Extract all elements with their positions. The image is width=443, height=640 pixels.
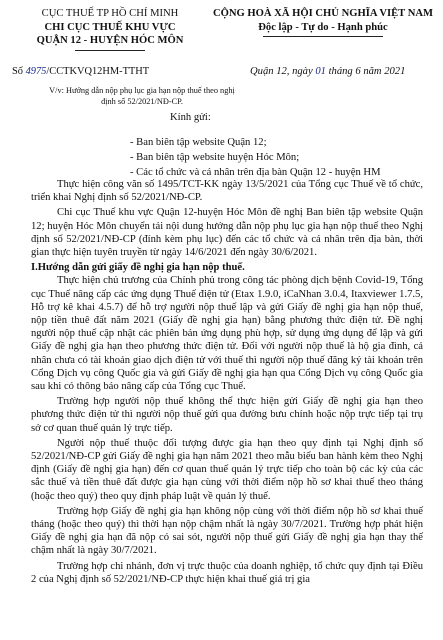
recipient-item: - Ban biên tập website huyện Hóc Môn; (130, 152, 300, 163)
section-heading: I.Hướng dẫn gửi giấy đề nghị gia hạn nộp thuế. (31, 262, 245, 274)
body-paragraph: Trường hợp người nộp thuế không thể thực hiện gửi Giấy đề nghị gia hạn theo phương thức điện tử thì người nộp thuế gửi qua đường bưu chính hoặc nộp trực tiếp tại trụ sở cơ quan thuế quản lý trực tiếp. (31, 396, 423, 434)
doc-number-suffix: /CCTKVQ12HM-TTHT (46, 66, 150, 77)
issuing-agency-block (10, 7, 210, 51)
national-motto-block (208, 7, 438, 37)
agency-underline (75, 50, 145, 51)
recipient-item: - Các tổ chức và cá nhân trên địa bàn Quận 12 - huyện HM (130, 167, 381, 178)
body-paragraph: Chi cục Thuế khu vực Quận 12-huyện Hóc Môn đề nghị Ban biên tập website Quận 12; huyện Hóc Môn chuyển tải nội dung hướng dẫn nộp phụ lục gia hạn nộp thuế theo Nghị định số 52/2021/NĐ-CP (đính kèm phụ lục) đến các tổ chức và cá nhân trên địa bàn, thời gian thực hiện tuyên truyền từ ngày 14/6/2021 đến ngày 30/6/2021. (31, 207, 423, 259)
body-paragraph: Trường hợp Giấy đề nghị gia hạn không nộp cùng với thời điểm nộp hồ sơ khai thuế tháng (hoặc theo quý) thì thời hạn nộp chậm nhất là ngày 30/7/2021. Trường hợp phát hiện Giấy đề nghị gia hạn đã nộp có sai sót, người nộp thuế gửi Giấy đề nghị gia hạn thay thế chậm nhất là ngày 30/7/2021. (31, 505, 423, 557)
agency-district: QUẬN 12 - HUYỆN HÓC MÔN (36, 35, 184, 46)
document-number (12, 66, 149, 77)
body-paragraph: Người nộp thuế thuộc đối tượng được gia hạn theo quy định tại Nghị định số 52/2021/NĐ-CP gửi Giấy đề nghị gia hạn năm 2021 theo mẫu biểu ban hành kèm theo Nghị định (Giấy đề nghị gia hạn) đến cơ quan thuế quản lý trực tiếp cho toàn bộ các kỳ của các sắc thuế và tiền thuê đất được gia hạn cùng với thời điểm nộp hồ sơ khai thuế theo tháng (hoặc theo quý) theo quy định pháp luật về quản lý thuế. (31, 437, 423, 502)
motto: Độc lập - Tự do - Hạnh phúc (258, 21, 388, 33)
doc-number-prefix: Số (12, 66, 23, 77)
document-date (250, 66, 405, 77)
letter-body (31, 178, 423, 588)
subject-line: V/v: Hướng dẫn nộp phụ lục gia hạn nộp thuế theo nghị định số 52/2021/NĐ-CP. (49, 86, 235, 106)
date-day: 01 (315, 66, 326, 77)
body-paragraph: Thực hiện công văn số 1495/TCT-KK ngày 13/5/2021 của Tổng cục Thuế về tổ chức, triển khai Nghị định số 52/2021/NĐ-CP. (31, 179, 423, 204)
date-prefix: Quận 12, ngày (250, 66, 313, 77)
body-paragraph: Trường hợp chi nhánh, đơn vị trực thuộc của doanh nghiệp, tổ chức quy định tại Điều 2 của Nghị định số 52/2021/NĐ-CP thực hiện khai thuế giá trị gia (31, 560, 423, 585)
recipient-item: - Ban biên tập website Quận 12; (130, 137, 267, 148)
agency-name: CHI CỤC THUẾ KHU VỰC (44, 21, 176, 33)
body-paragraph: Thực hiện chủ trương của Chính phủ trong công tác phòng dịch bệnh Covid-19, Tổng cục Thuế nâng cấp các ứng dụng Thuế điện tử (Etax 1.9.0, iCaNhan 3.0.4, Itaxviewer 1.7.5, Hỗ trợ kê khai 4.5.7) để hỗ trợ người nộp thuế lập và gửi Giấy đề nghị gia hạn nộp thuế, nộp tiền thuê đất năm 2021 (Giấy đề nghị gia hạn) bằng phương thức điện tử. Đề nghị người nộp thuế cập nhật các phiên bản ứng dụng phù hợp, sử dụng ứng dụng để lập và gửi Giấy đề nghị gia hạn theo phương thức điện tử. Đối với người nộp thuế là hộ gia đình, cá nhân chưa có tài khoản giao dịch điện tử với thuế thì người nộp thuế đăng ký tài khoản trên Cổng Dịch vụ công Quốc gia và gửi Giấy đề nghị gia hạn qua Cổng Dịch vụ công Quốc gia sau khi có thông báo nâng cấp của Tổng cục Thuế. (31, 275, 423, 393)
recipients-list (130, 135, 381, 180)
country-name: CỘNG HOÀ XÃ HỘI CHỦ NGHĨA VIỆT NAM (212, 8, 434, 19)
date-suffix: tháng 6 năm 2021 (328, 66, 406, 77)
recipients-title: Kính gửi: (170, 112, 211, 123)
motto-underline (263, 36, 383, 37)
doc-number-value: 4975 (25, 66, 47, 77)
agency-parent: CỤC THUẾ TP HỒ CHÍ MINH (41, 8, 179, 19)
